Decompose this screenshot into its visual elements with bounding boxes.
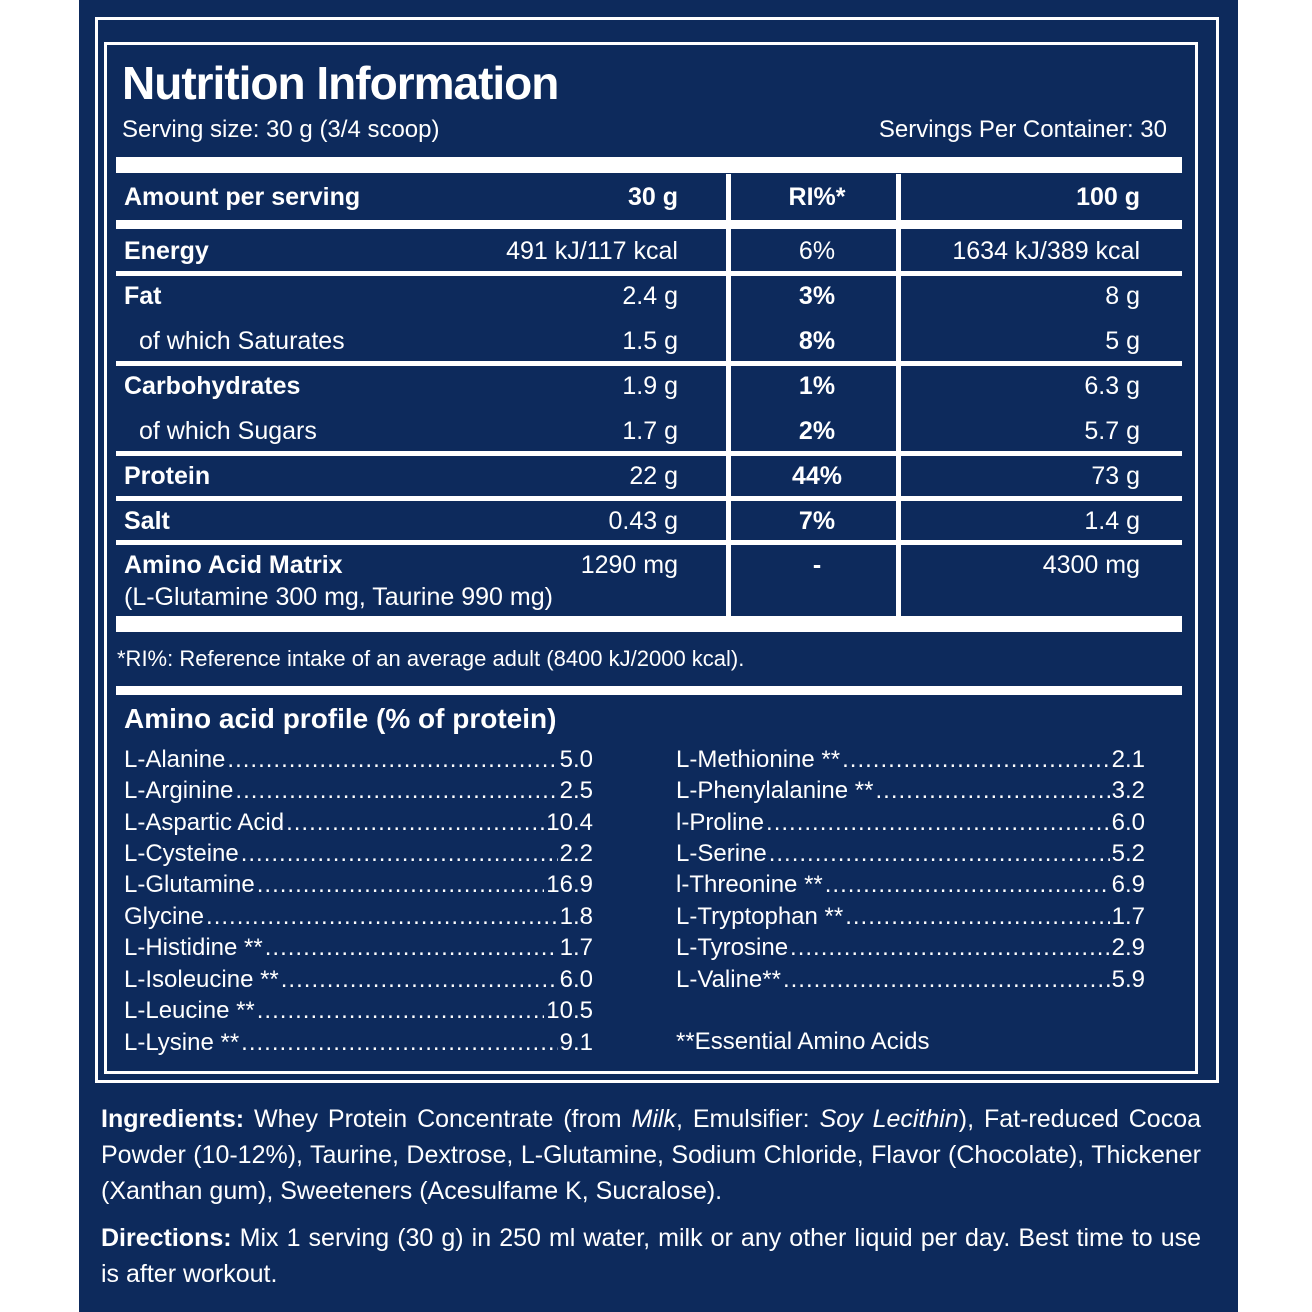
amino-value: 1.8 (559, 903, 593, 930)
fat-100g: 8 g (1105, 282, 1140, 310)
essential-amino-acids-note: **Essential Amino Acids (676, 1028, 930, 1055)
list-item (124, 745, 593, 775)
ingredients-text: ), Fat-reduced Cocoa Powder (10-12%), Taurine, Dextrose, L-Glutamine, Sodium Chloride, Flavor (Chocolate), Thickener (Xanthan gum), Sweeteners (Acesulfame K, Sucralose). (101, 1105, 1201, 1205)
dot-leader (235, 776, 557, 806)
list-item (124, 870, 593, 900)
amino-name: L-Cysteine (124, 840, 239, 867)
dot-leader (875, 776, 1109, 806)
ingredients-text: Whey Protein Concentrate (from (244, 1105, 632, 1133)
list-item (676, 933, 1145, 963)
row-rule (116, 540, 1182, 545)
directions-label: Directions: (101, 1224, 232, 1252)
amino-value: 10.5 (546, 997, 593, 1024)
list-item (676, 745, 1145, 775)
allergen-milk: Milk (631, 1105, 676, 1133)
dot-leader (766, 808, 1110, 838)
row-rule (116, 496, 1182, 501)
amino-value: 6.0 (1111, 809, 1145, 836)
dot-leader (790, 933, 1110, 963)
amino-name: L-Arginine (124, 777, 234, 804)
saturates-30g: 1.5 g (622, 327, 678, 355)
amino-name: l-Proline (676, 809, 765, 836)
ingredients-text: , Emulsifier: (675, 1105, 820, 1133)
amino-value: 5.2 (1111, 840, 1145, 867)
list-item (124, 839, 593, 869)
dot-leader (842, 745, 1110, 775)
directions-paragraph (101, 1220, 1201, 1292)
amino-value: 5.9 (1111, 966, 1145, 993)
amino-value: 1.7 (1111, 903, 1145, 930)
amino-value: 10.4 (546, 809, 593, 836)
dot-leader (227, 745, 557, 775)
table-top-rule (116, 157, 1182, 173)
saturates-100g: 5 g (1105, 327, 1140, 355)
amino-name: L-Methionine ** (676, 746, 841, 773)
amino-value: 1.7 (559, 934, 593, 961)
salt-30g: 0.43 g (608, 507, 678, 535)
section-rule (116, 686, 1182, 695)
energy-ri: 6% (798, 237, 836, 265)
sugars-100g: 5.7 g (1084, 417, 1140, 445)
carbohydrates-ri: 1% (798, 372, 836, 400)
amino-name: L-Aspartic Acid (124, 809, 285, 836)
energy-100g: 1634 kJ/389 kcal (952, 237, 1140, 265)
dot-leader (769, 839, 1110, 869)
amino-name: L-Serine (676, 840, 767, 867)
dot-leader (825, 870, 1110, 900)
amino-name: L-Isoleucine ** (124, 966, 279, 993)
amino-value: 2.5 (559, 777, 593, 804)
list-item (124, 1028, 593, 1058)
list-item (124, 808, 593, 838)
allergen-soy: Soy Lecithin (819, 1105, 959, 1133)
serving-size: Serving size: 30 g (3/4 scoop) (122, 116, 440, 143)
column-rule (726, 174, 731, 616)
energy-30g: 491 kJ/117 kcal (506, 237, 678, 265)
dot-leader (845, 902, 1109, 932)
ri-footnote: *RI%: Reference intake of an average adult (8400 kJ/2000 kcal). (117, 646, 745, 671)
carbohydrates-100g: 6.3 g (1084, 372, 1140, 400)
amino-acid-matrix-ri: - (812, 551, 822, 579)
list-item (676, 870, 1145, 900)
row-rule (116, 271, 1182, 276)
protein-30g: 22 g (629, 462, 678, 490)
carbohydrates-30g: 1.9 g (622, 372, 678, 400)
row-label-salt: Salt (124, 507, 170, 535)
amino-value: 9.1 (559, 1029, 593, 1056)
amino-value: 16.9 (546, 871, 593, 898)
amino-name: L-Leucine ** (124, 997, 255, 1024)
amino-value: 2.2 (559, 840, 593, 867)
row-rule (116, 451, 1182, 456)
ingredients-paragraph (101, 1101, 1201, 1209)
saturates-ri: 8% (798, 327, 836, 355)
row-label-amino-acid-matrix: Amino Acid Matrix (124, 551, 343, 579)
fat-ri: 3% (798, 282, 836, 310)
amino-acid-matrix-30g: 1290 mg (580, 551, 678, 579)
amino-name: L-Histidine ** (124, 934, 263, 961)
dot-leader (783, 965, 1110, 995)
amino-value: 6.0 (559, 966, 593, 993)
amino-acid-matrix-detail: (L-Glutamine 300 mg, Taurine 990 mg) (124, 583, 553, 611)
servings-per-container: Servings Per Container: 30 (878, 116, 1167, 143)
amino-profile-title: Amino acid profile (% of protein) (124, 703, 557, 734)
header-ri: RI%* (788, 183, 846, 211)
list-item (124, 996, 593, 1026)
amino-name: L-Alanine (124, 746, 226, 773)
row-label-saturates: of which Saturates (139, 327, 345, 355)
header-30g: 30 g (627, 183, 678, 211)
page-title: Nutrition Information (122, 57, 559, 109)
amino-value: 5.0 (559, 746, 593, 773)
list-item (676, 776, 1145, 806)
list-item (124, 965, 593, 995)
amino-name: L-Lysine ** (124, 1029, 240, 1056)
dot-leader (257, 870, 545, 900)
dot-leader (257, 996, 545, 1026)
dot-leader (206, 902, 558, 932)
row-label-protein: Protein (124, 462, 211, 490)
fat-30g: 2.4 g (622, 282, 678, 310)
row-label-energy: Energy (124, 237, 209, 265)
list-item (676, 808, 1145, 838)
header-amount-per-serving: Amount per serving (124, 183, 361, 211)
table-bottom-rule (116, 616, 1182, 632)
list-item (124, 933, 593, 963)
dot-leader (265, 933, 558, 963)
amino-value: 2.1 (1111, 746, 1145, 773)
list-item (124, 776, 593, 806)
amino-name: L-Tryptophan ** (676, 903, 844, 930)
sugars-30g: 1.7 g (622, 417, 678, 445)
list-item (676, 902, 1145, 932)
amino-value: 6.9 (1111, 871, 1145, 898)
protein-100g: 73 g (1091, 462, 1140, 490)
list-item (676, 839, 1145, 869)
dot-leader (281, 965, 558, 995)
header-rule (116, 220, 1182, 229)
salt-ri: 7% (798, 507, 836, 535)
protein-ri: 44% (791, 462, 843, 490)
amino-value: 2.9 (1111, 934, 1145, 961)
amino-name: L-Tyrosine (676, 934, 789, 961)
amino-name: Glycine (124, 903, 205, 930)
amino-acid-matrix-100g: 4300 mg (1042, 551, 1140, 579)
dot-leader (241, 1028, 557, 1058)
dot-leader (286, 808, 544, 838)
ingredients-label: Ingredients: (101, 1105, 245, 1133)
amino-name: L-Valine** (676, 966, 781, 993)
amino-value: 3.2 (1111, 777, 1145, 804)
sugars-ri: 2% (798, 417, 836, 445)
amino-name: l-Threonine ** (676, 871, 823, 898)
amino-name: L-Phenylalanine ** (676, 777, 874, 804)
row-label-carbohydrates: Carbohydrates (124, 372, 301, 400)
list-item (124, 902, 593, 932)
row-label-fat: Fat (124, 282, 162, 310)
amino-name: L-Glutamine (124, 871, 255, 898)
header-100g: 100 g (1076, 183, 1140, 211)
directions-text: Mix 1 serving (30 g) in 250 ml water, milk or any other liquid per day. Best time to use is after workout. (101, 1224, 1201, 1288)
dot-leader (241, 839, 558, 869)
list-item (676, 965, 1145, 995)
salt-100g: 1.4 g (1084, 507, 1140, 535)
row-label-sugars: of which Sugars (139, 417, 317, 445)
row-rule (116, 361, 1182, 366)
